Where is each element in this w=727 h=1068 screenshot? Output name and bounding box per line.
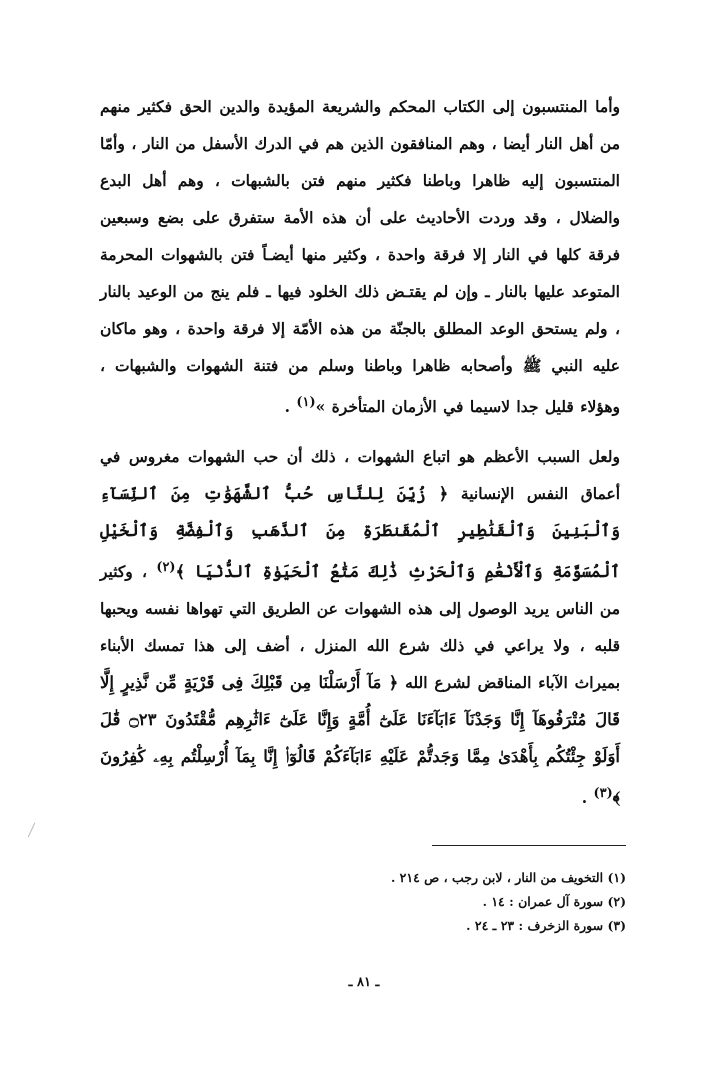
paragraph-2-end: . <box>581 788 594 808</box>
footnote-ref-2[interactable]: (٢) <box>156 560 176 575</box>
paragraph-1 <box>100 88 620 425</box>
footnote-1: (١) التخويف من النار ، لابن رجب ، ص ٢١٤ . <box>390 870 626 885</box>
footnote-2: (٢) سورة آل عمران : ١٤ . <box>482 894 626 909</box>
footnote-divider <box>432 845 626 846</box>
footnotes <box>320 866 626 938</box>
paragraph-2 <box>100 438 620 816</box>
footnote-ref-3[interactable]: (٣) <box>593 786 613 802</box>
quran-verse-2: ﴿ مَآ أَرْسَلْنَا مِن قَبْلِكَ فِى قَرْيَةٍ مِّن نَّذِيرٍ إِلَّا قَالَ مُتْرَفُوهَآ إِنَّا وَجَدْنَآ ءَابَآءَنَا عَلَىٰٓ أُمَّةٍ وَإِنَّا عَلَىٰٓ ءَاثَٰرِهِم مُّقْتَدُونَ ۝٢٣ قَٰلَ أَوَلَوْ جِئْتُكُم بِأَهْدَىٰ مِمَّا وَجَدتُّمْ عَلَيْهِ ءَابَآءَكُمْ قَالُوٓا۟ إِنَّا بِمَآ أُرْسِلْتُم بِهِۦ كَٰفِرُونَ ﴾ <box>100 673 620 808</box>
footnote-ref-1[interactable]: (١) <box>296 395 316 410</box>
paragraph-2-intro: ولعل السبب الأعظم هو اتباع الشهوات ، ذلك أن حب الشهوات مغروس في أعماق النفس الإنسانية <box>100 447 621 503</box>
page-number: ـ ٨١ ـ <box>348 975 380 990</box>
footnote-3: (٣) سورة الزخرف : ٢٣ ـ ٢٤ . <box>466 918 626 933</box>
paragraph-2-middle: ، وكثير من الناس يريد الوصول إلى هذه الشهوات عن الطريق التي تهواها نفسه ويحبها قلبه ، ولا يراعي في ذلك شرع الله المنزل ، أضف إلى هذا تمسك الأبناء بميراث الآباء المناقض لشرع الله <box>100 562 621 693</box>
quran-verse-1: ﴿ زُيِّنَ لِلنَّاسِ حُبُّ ٱلشَّهَوَٰتِ مِنَ ٱلنِّسَآءِ وَٱلْبَنِينَ وَٱلْقَنَٰطِيرِ ٱلْمُقَنطَرَةِ مِنَ ٱلذَّهَبِ وَٱلْفِضَّةِ وَٱلْخَيْلِ ٱلْمُسَوَّمَةِ وَٱلْأَنْعَٰمِ وَٱلْحَرْثِ ذَٰلِكَ مَتَٰعُ ٱلْحَيَوٰةِ ٱلدُّنْيَا ﴾ <box>100 484 620 582</box>
paragraph-1-end: . <box>284 397 297 417</box>
scan-margin-mark <box>28 823 36 838</box>
paragraph-1-text: وأما المنتسبون إلى الكتاب المحكم والشريعة المؤيدة والدين الحق فكثير منهم من أهل النار أيضا ، وهم المنافقون الذين هم في الدرك الأسفل من النار ، وأمّا المنتسبون إليه ظاهرا وباطنا فكثير منهم فتن بالشبهات ، وهم أهل البدع والضلال ، وقد وردت الأحاديث على أن هذه الأمة ستفرق على بضع وسبعين فرقة كلها في النار إلا فرقة واحدة ، وكثير منها أيضـاً فتن بالشهوات المحرمة المتوعد عليها بالنار ـ وإن لم يقتـض ذلك الخلود فيها ـ فلم ينج من الوعيد بالنار ، ولم يستحق الوعد المطلق بالجنّة من هذه الأمّة إلا فرقة واحدة ، وهو ماكان عليه النبي ﷺ وأصحابه ظاهرا وباطنا وسلم من فتنة الشهوات والشبهات ، وهؤلاء قليل جدا لاسيما في الأزمان المتأخرة » <box>100 97 620 417</box>
